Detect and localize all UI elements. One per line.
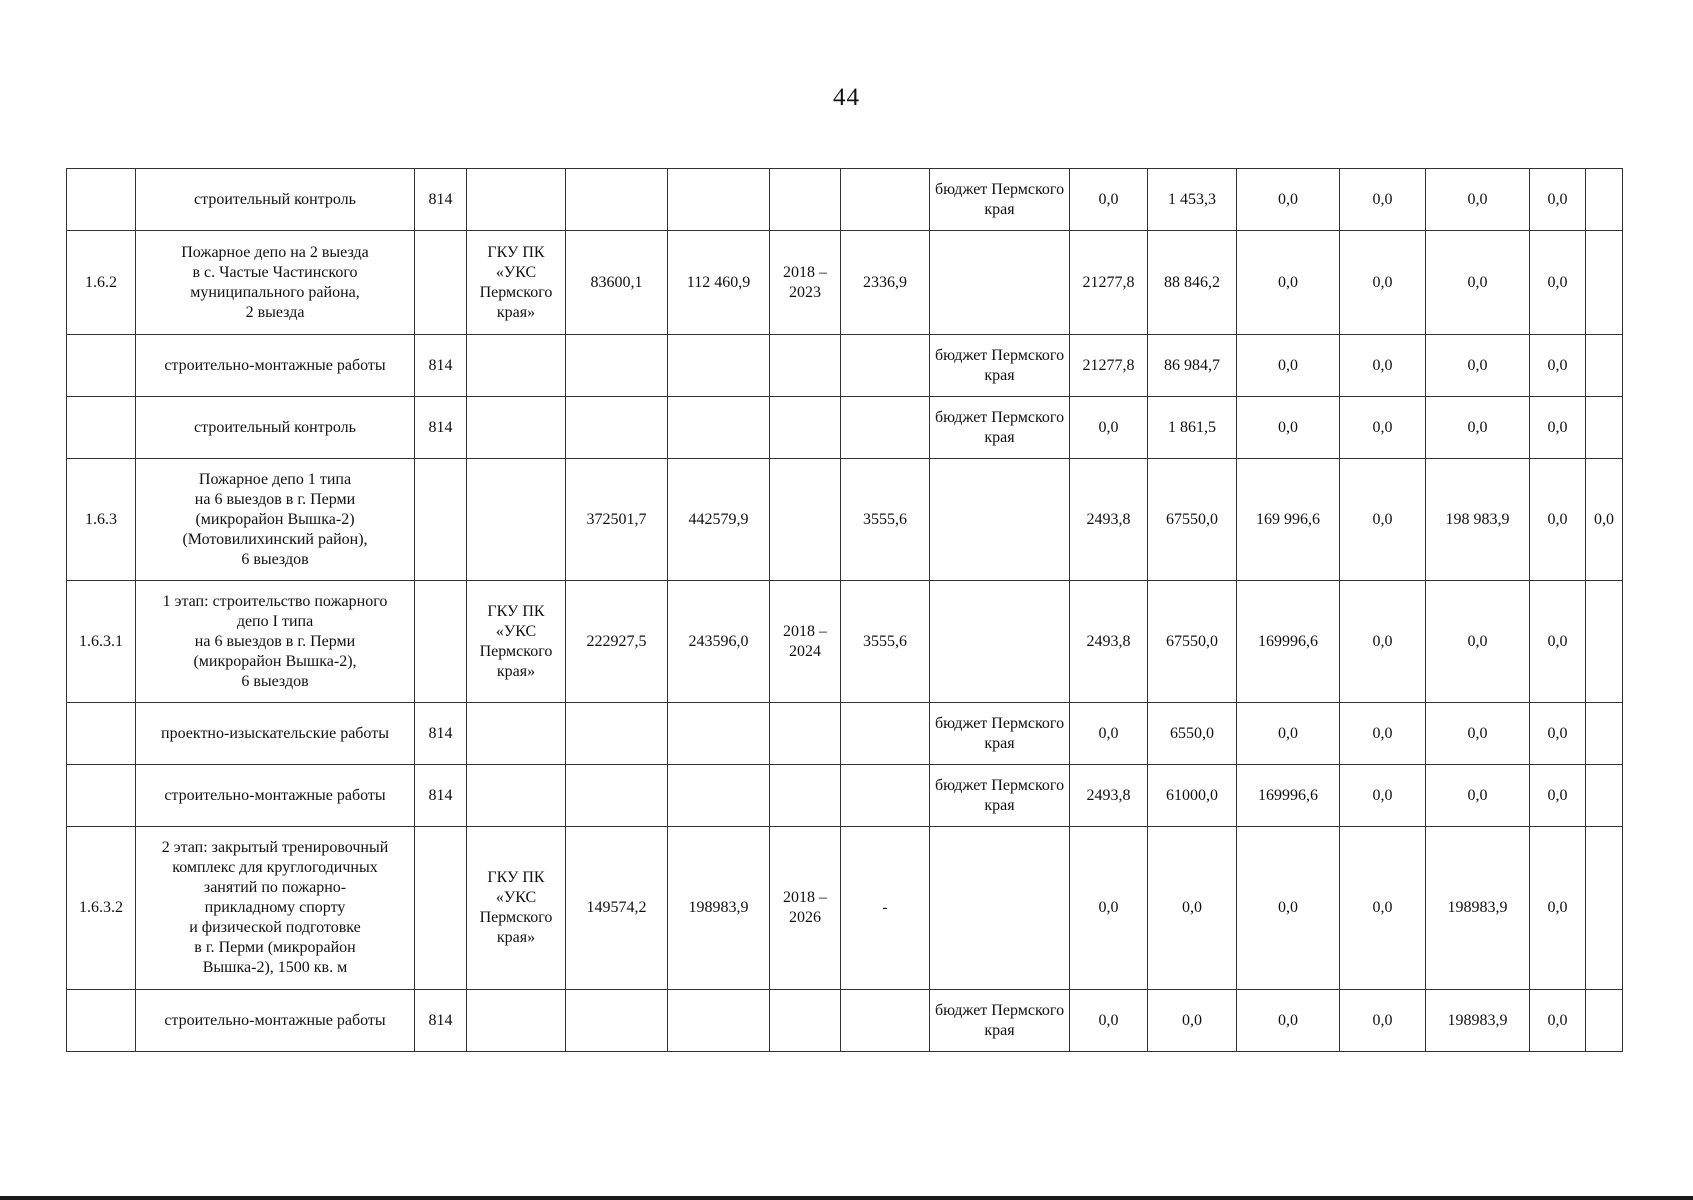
cell-cost-current [668, 169, 770, 231]
cell-capacity [841, 397, 930, 459]
cell-name: Пожарное депо на 2 выезда в с. Частые Частинского муниципального района, 2 выезда [136, 231, 415, 335]
cell-y6: 0,0 [1530, 581, 1586, 703]
cell-executor: ГКУ ПК «УКС Пермского края» [467, 827, 566, 990]
cell-y5: 0,0 [1426, 231, 1530, 335]
cell-grbs: 814 [415, 335, 467, 397]
cell-code [67, 990, 136, 1052]
cell-y7 [1586, 827, 1623, 990]
cell-y5: 0,0 [1426, 397, 1530, 459]
table-row [67, 703, 1623, 765]
cell-period [770, 335, 841, 397]
cell-executor [467, 990, 566, 1052]
cell-y7 [1586, 765, 1623, 827]
cell-y4: 0,0 [1340, 397, 1426, 459]
cell-y2: 67550,0 [1148, 459, 1237, 581]
cell-y6: 0,0 [1530, 459, 1586, 581]
cell-source [930, 581, 1070, 703]
cell-y7 [1586, 581, 1623, 703]
cell-source: бюджет Пермского края [930, 765, 1070, 827]
cell-cost-total [566, 703, 668, 765]
cell-cost-total [566, 765, 668, 827]
cell-capacity [841, 990, 930, 1052]
cell-y1: 0,0 [1070, 990, 1148, 1052]
cell-grbs: 814 [415, 703, 467, 765]
cell-grbs [415, 827, 467, 990]
cell-capacity: 3555,6 [841, 581, 930, 703]
cell-name: строительно-монтажные работы [136, 990, 415, 1052]
cell-y7 [1586, 169, 1623, 231]
cell-cost-current [668, 397, 770, 459]
cell-grbs: 814 [415, 397, 467, 459]
cell-y3: 0,0 [1237, 827, 1340, 990]
cell-y6: 0,0 [1530, 703, 1586, 765]
cell-y4: 0,0 [1340, 169, 1426, 231]
cell-y7 [1586, 335, 1623, 397]
cell-cost-current [668, 703, 770, 765]
cell-y1: 21277,8 [1070, 231, 1148, 335]
cell-capacity [841, 169, 930, 231]
cell-y1: 2493,8 [1070, 581, 1148, 703]
table-body [67, 169, 1623, 1052]
cell-cost-total: 372501,7 [566, 459, 668, 581]
cell-y3: 0,0 [1237, 397, 1340, 459]
scan-edge [0, 1196, 1693, 1200]
cell-code: 1.6.3.2 [67, 827, 136, 990]
cell-y3: 169996,6 [1237, 765, 1340, 827]
cell-period: 2018 – 2024 [770, 581, 841, 703]
cell-period [770, 765, 841, 827]
cell-y4: 0,0 [1340, 990, 1426, 1052]
cell-y2: 1 861,5 [1148, 397, 1237, 459]
cell-y5: 0,0 [1426, 169, 1530, 231]
cell-y1: 2493,8 [1070, 459, 1148, 581]
cell-y3: 169996,6 [1237, 581, 1340, 703]
cell-capacity [841, 703, 930, 765]
cell-name: строительно-монтажные работы [136, 765, 415, 827]
cell-y2: 61000,0 [1148, 765, 1237, 827]
table-row [67, 397, 1623, 459]
cell-grbs: 814 [415, 990, 467, 1052]
cell-capacity [841, 765, 930, 827]
cell-grbs: 814 [415, 169, 467, 231]
cell-cost-current: 243596,0 [668, 581, 770, 703]
cell-capacity [841, 335, 930, 397]
cell-code [67, 765, 136, 827]
cell-source: бюджет Пермского края [930, 397, 1070, 459]
cell-y4: 0,0 [1340, 703, 1426, 765]
cell-cost-total: 222927,5 [566, 581, 668, 703]
cell-y6: 0,0 [1530, 397, 1586, 459]
cell-name: 1 этап: строительство пожарного депо I типа на 6 выездов в г. Перми (микрорайон Вышка-2), 6 выездов [136, 581, 415, 703]
cell-y2: 6550,0 [1148, 703, 1237, 765]
cell-y6: 0,0 [1530, 990, 1586, 1052]
cell-y4: 0,0 [1340, 827, 1426, 990]
cell-executor [467, 765, 566, 827]
cell-y7 [1586, 231, 1623, 335]
cell-grbs [415, 459, 467, 581]
cell-y2: 0,0 [1148, 990, 1237, 1052]
table-row [67, 990, 1623, 1052]
cell-code [67, 703, 136, 765]
cell-executor [467, 459, 566, 581]
cell-y1: 0,0 [1070, 703, 1148, 765]
cell-y5: 198983,9 [1426, 827, 1530, 990]
table-row [67, 231, 1623, 335]
cell-period [770, 169, 841, 231]
cell-y5: 0,0 [1426, 335, 1530, 397]
cell-y2: 88 846,2 [1148, 231, 1237, 335]
cell-y1: 0,0 [1070, 169, 1148, 231]
cell-y2: 1 453,3 [1148, 169, 1237, 231]
cell-y6: 0,0 [1530, 169, 1586, 231]
cell-y4: 0,0 [1340, 335, 1426, 397]
table-row [67, 169, 1623, 231]
cell-y3: 0,0 [1237, 231, 1340, 335]
cell-code: 1.6.3 [67, 459, 136, 581]
cell-y2: 0,0 [1148, 827, 1237, 990]
cell-cost-total [566, 990, 668, 1052]
cell-executor [467, 335, 566, 397]
cell-code [67, 169, 136, 231]
cell-executor [467, 703, 566, 765]
cell-cost-total: 149574,2 [566, 827, 668, 990]
cell-name: Пожарное депо 1 типа на 6 выездов в г. Перми (микрорайон Вышка-2) (Мотовилихинский район), 6 выездов [136, 459, 415, 581]
cell-y4: 0,0 [1340, 765, 1426, 827]
cell-y5: 0,0 [1426, 581, 1530, 703]
cell-name: строительный контроль [136, 397, 415, 459]
cell-period: 2018 – 2023 [770, 231, 841, 335]
cell-period: 2018 – 2026 [770, 827, 841, 990]
cell-name: проектно-изыскательские работы [136, 703, 415, 765]
cell-name: строительно-монтажные работы [136, 335, 415, 397]
cell-grbs [415, 581, 467, 703]
cell-y5: 198983,9 [1426, 990, 1530, 1052]
cell-executor: ГКУ ПК «УКС Пермского края» [467, 581, 566, 703]
cell-source: бюджет Пермского края [930, 703, 1070, 765]
cell-y1: 21277,8 [1070, 335, 1148, 397]
cell-grbs [415, 231, 467, 335]
cell-source [930, 231, 1070, 335]
cell-y7: 0,0 [1586, 459, 1623, 581]
cell-y1: 0,0 [1070, 397, 1148, 459]
table-row [67, 581, 1623, 703]
page-number: 44 [833, 84, 860, 111]
cell-source [930, 827, 1070, 990]
cell-code: 1.6.2 [67, 231, 136, 335]
cell-y5: 0,0 [1426, 703, 1530, 765]
cell-y3: 0,0 [1237, 335, 1340, 397]
cell-y4: 0,0 [1340, 459, 1426, 581]
cell-executor [467, 397, 566, 459]
cell-name: 2 этап: закрытый тренировочный комплекс для круглогодичных занятий по пожарно- прикладному спорту и физической подготовке в г. Перми (микрорайон Вышка-2), 1500 кв. м [136, 827, 415, 990]
cell-y3: 0,0 [1237, 990, 1340, 1052]
table-row [67, 827, 1623, 990]
cell-y1: 2493,8 [1070, 765, 1148, 827]
table-row [67, 765, 1623, 827]
cell-y2: 86 984,7 [1148, 335, 1237, 397]
cell-name: строительный контроль [136, 169, 415, 231]
cell-capacity: 2336,9 [841, 231, 930, 335]
cell-y3: 169 996,6 [1237, 459, 1340, 581]
cell-source: бюджет Пермского края [930, 335, 1070, 397]
cell-y3: 0,0 [1237, 703, 1340, 765]
cell-y1: 0,0 [1070, 827, 1148, 990]
cell-cost-current: 442579,9 [668, 459, 770, 581]
table-row [67, 459, 1623, 581]
cell-y7 [1586, 703, 1623, 765]
cell-y6: 0,0 [1530, 231, 1586, 335]
cell-cost-total [566, 335, 668, 397]
cell-cost-total [566, 169, 668, 231]
cell-cost-total [566, 397, 668, 459]
cell-code: 1.6.3.1 [67, 581, 136, 703]
cell-code [67, 335, 136, 397]
cell-y7 [1586, 990, 1623, 1052]
cell-source: бюджет Пермского края [930, 169, 1070, 231]
cell-grbs: 814 [415, 765, 467, 827]
cell-y6: 0,0 [1530, 765, 1586, 827]
cell-cost-total: 83600,1 [566, 231, 668, 335]
cell-y5: 0,0 [1426, 765, 1530, 827]
cell-cost-current: 198983,9 [668, 827, 770, 990]
cell-capacity: 3555,6 [841, 459, 930, 581]
cell-period [770, 397, 841, 459]
cell-code [67, 397, 136, 459]
cell-source: бюджет Пермского края [930, 990, 1070, 1052]
cell-period [770, 703, 841, 765]
cell-period [770, 459, 841, 581]
cell-cost-current [668, 765, 770, 827]
cell-executor [467, 169, 566, 231]
table-row [67, 335, 1623, 397]
cell-y2: 67550,0 [1148, 581, 1237, 703]
cell-cost-current [668, 335, 770, 397]
cell-executor: ГКУ ПК «УКС Пермского края» [467, 231, 566, 335]
cell-cost-current [668, 990, 770, 1052]
cell-period [770, 990, 841, 1052]
cell-y5: 198 983,9 [1426, 459, 1530, 581]
cell-capacity: - [841, 827, 930, 990]
cell-y7 [1586, 397, 1623, 459]
cell-y6: 0,0 [1530, 827, 1586, 990]
cell-cost-current: 112 460,9 [668, 231, 770, 335]
cell-y6: 0,0 [1530, 335, 1586, 397]
cell-y4: 0,0 [1340, 231, 1426, 335]
cell-source [930, 459, 1070, 581]
cell-y4: 0,0 [1340, 581, 1426, 703]
cell-y3: 0,0 [1237, 169, 1340, 231]
program-table [66, 168, 1623, 1052]
